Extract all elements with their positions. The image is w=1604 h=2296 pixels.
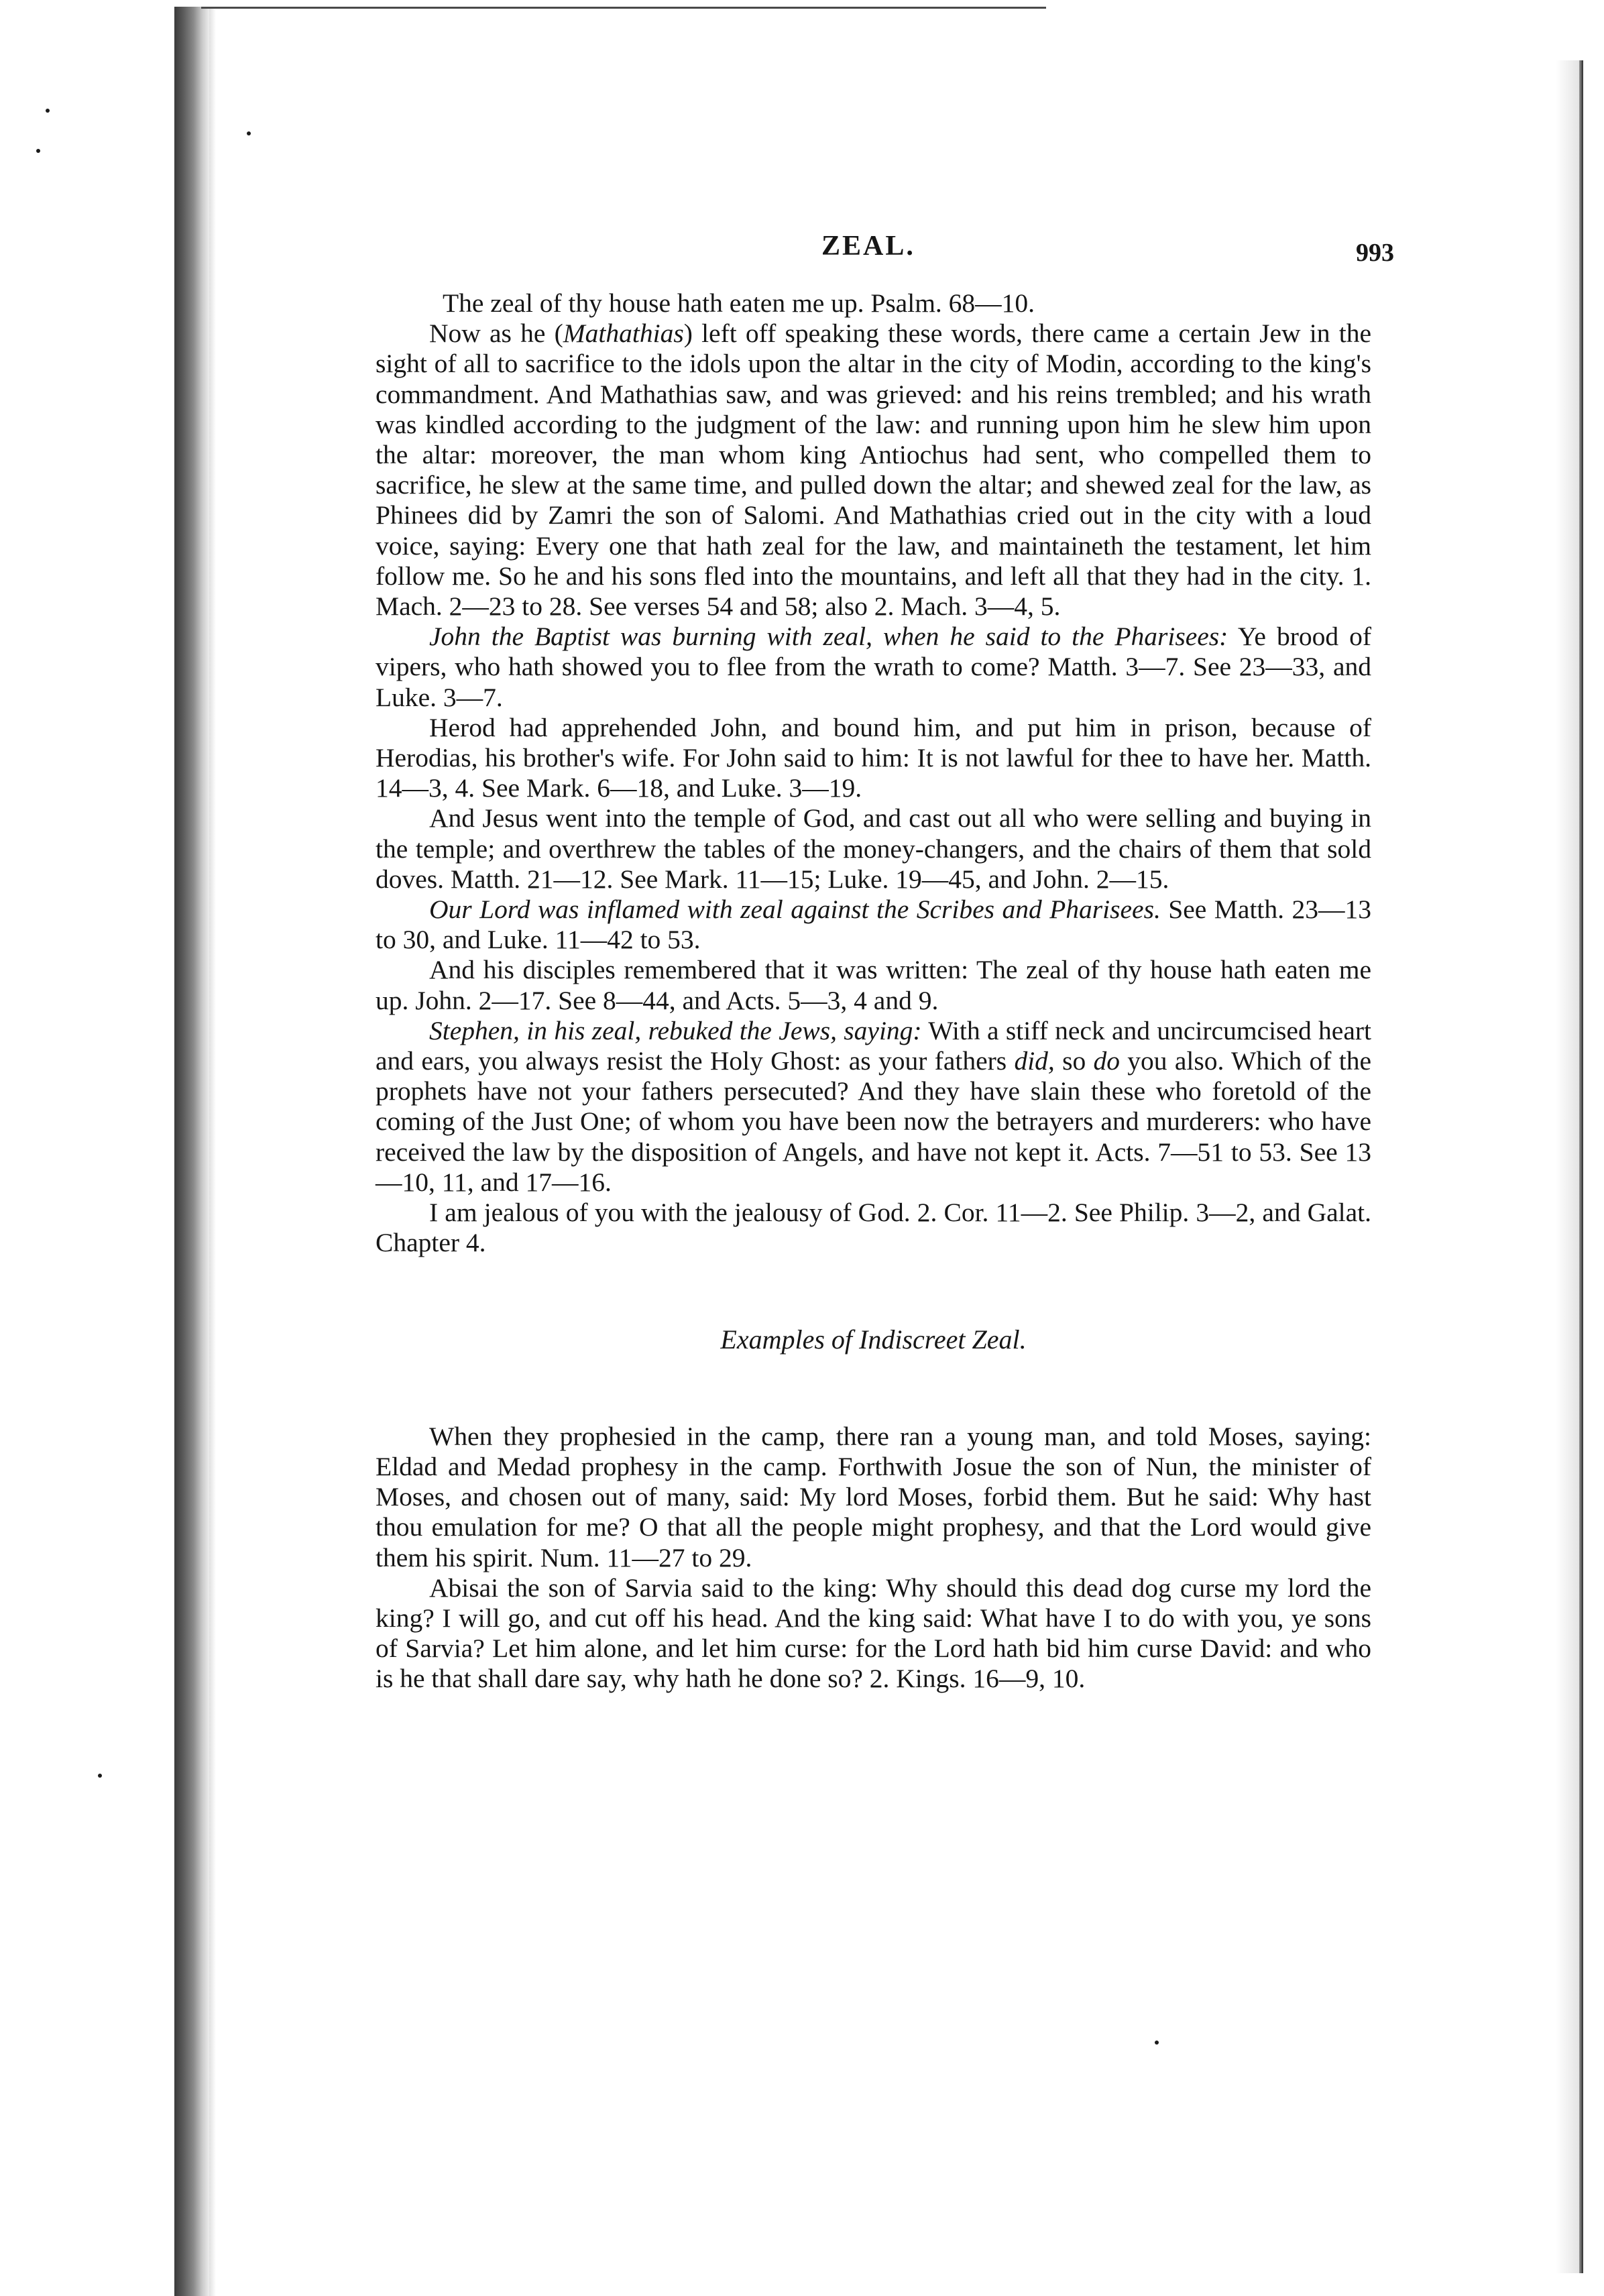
paragraph: Herod had apprehended John, and bound him, and put him in prison, because of Herodias, his brother's wife. For John said to him: It is not lawful for thee to have her. Matth. 14—3, 4. See Mark. 6—18, and Luke. 3—19. bbox=[376, 712, 1371, 803]
page-top-edge bbox=[201, 7, 1046, 14]
speck bbox=[98, 1774, 102, 1778]
paragraph: And his disciples remembered that it was written: The zeal of thy house hath eaten me up. John. 2—17. See 8—44, and Acts. 5—3, 4 and 9. bbox=[376, 955, 1371, 1015]
paragraph: Abisai the son of Sarvia said to the king: Why should this dead dog curse my lord the king? I will go, and cut off his head. And the king said: What have I to do with you, ye sons of Sarvia? Let him alone, and let him curse: for the Lord hath bid him curse David: and who is he that shall dare say, why hath he done so? 2. Kings. 16—9, 10. bbox=[376, 1572, 1371, 1694]
page-right-edge bbox=[1579, 60, 1583, 2273]
page-number: 993 bbox=[1356, 239, 1394, 267]
page-right-shadow bbox=[1556, 60, 1579, 2273]
paragraph: I am jealous of you with the jealousy of God. 2. Cor. 11—2. See Philip. 3—2, and Galat. Chapter 4. bbox=[376, 1198, 1371, 1258]
paragraph: When they prophesied in the camp, there ran a young man, and told Moses, saying: Eldad and Medad prophesy in the camp. Forthwith Josue the son of Nun, the minister of Moses, and chosen out of many, said: My lord Moses, forbid them. But he said: Why hast thou emulation for me? O that all the people might prophesy, and that the Lord would give them his spirit. Num. 11—27 to 29. bbox=[376, 1421, 1371, 1572]
paragraph: Our Lord was inflamed with zeal against the Scribes and Pharisees. See Matth. 23—13 to 30, and Luke. 11—42 to 53. bbox=[376, 895, 1371, 955]
running-head: ZEAL. bbox=[821, 231, 915, 262]
binding-gutter bbox=[209, 7, 216, 2296]
paragraph: And Jesus went into the temple of God, and cast out all who were selling and buying in the temple; and overthrew the tables of the money-changers, and the chairs of them that sold doves. Matth. 21—12. See Mark. 11—15; Luke. 19—45, and John. 2—15. bbox=[376, 803, 1371, 894]
speck bbox=[247, 131, 251, 135]
paragraph: Stephen, in his zeal, rebuked the Jews, saying: With a stiff neck and uncircumcised heart and ears, you always resist the Holy Ghost: as your fathers did, so do you also. Which of the prophets have not your fathers persecuted? And they have slain these who foretold of the coming of the Just One; of whom you have been now the betrayers and murderers: who have received the law by the disposition of Angels, and have not kept it. Acts. 7—51 to 53. See 13—10, 11, and 17—16. bbox=[376, 1015, 1371, 1197]
speck bbox=[1155, 2041, 1159, 2045]
paragraph: The zeal of thy house hath eaten me up. Psalm. 68—10. bbox=[443, 288, 1035, 318]
binding-shadow bbox=[174, 7, 209, 2296]
speck bbox=[46, 109, 50, 113]
section-title: Examples of Indiscreet Zeal. bbox=[720, 1324, 1027, 1355]
paragraph: John the Baptist was burning with zeal, when he said to the Pharisees: Ye brood of vipers, who hath showed you to flee from the wrath to come? Matth. 3—7. See 23—33, and Luke. 3—7. bbox=[376, 622, 1371, 712]
paragraph: Now as he (Mathathias) left off speaking these words, there came a certain Jew in the sight of all to sacrifice to the idols upon the altar in the city of Modin, according to the king's commandment. And Mathathias saw, and was grieved: and his reins trembled; and his wrath was kindled according to the judgment of the law: and running upon him he slew him upon the altar: moreover, the man whom king Antiochus had sent, who compelled them to sacrifice, he slew at the same time, and pulled down the altar; and shewed zeal for the law, as Phinees did by Zamri the son of Salomi. And Mathathias cried out in the city with a loud voice, saying: Every one that hath zeal for the law, and maintaineth the testament, let him follow me. So he and his sons fled into the mountains, and left all that they had in the city. 1. Mach. 2—23 to 28. See verses 54 and 58; also 2. Mach. 3—4, 5. bbox=[376, 319, 1371, 622]
page-body bbox=[376, 288, 1371, 1695]
speck bbox=[36, 149, 40, 153]
